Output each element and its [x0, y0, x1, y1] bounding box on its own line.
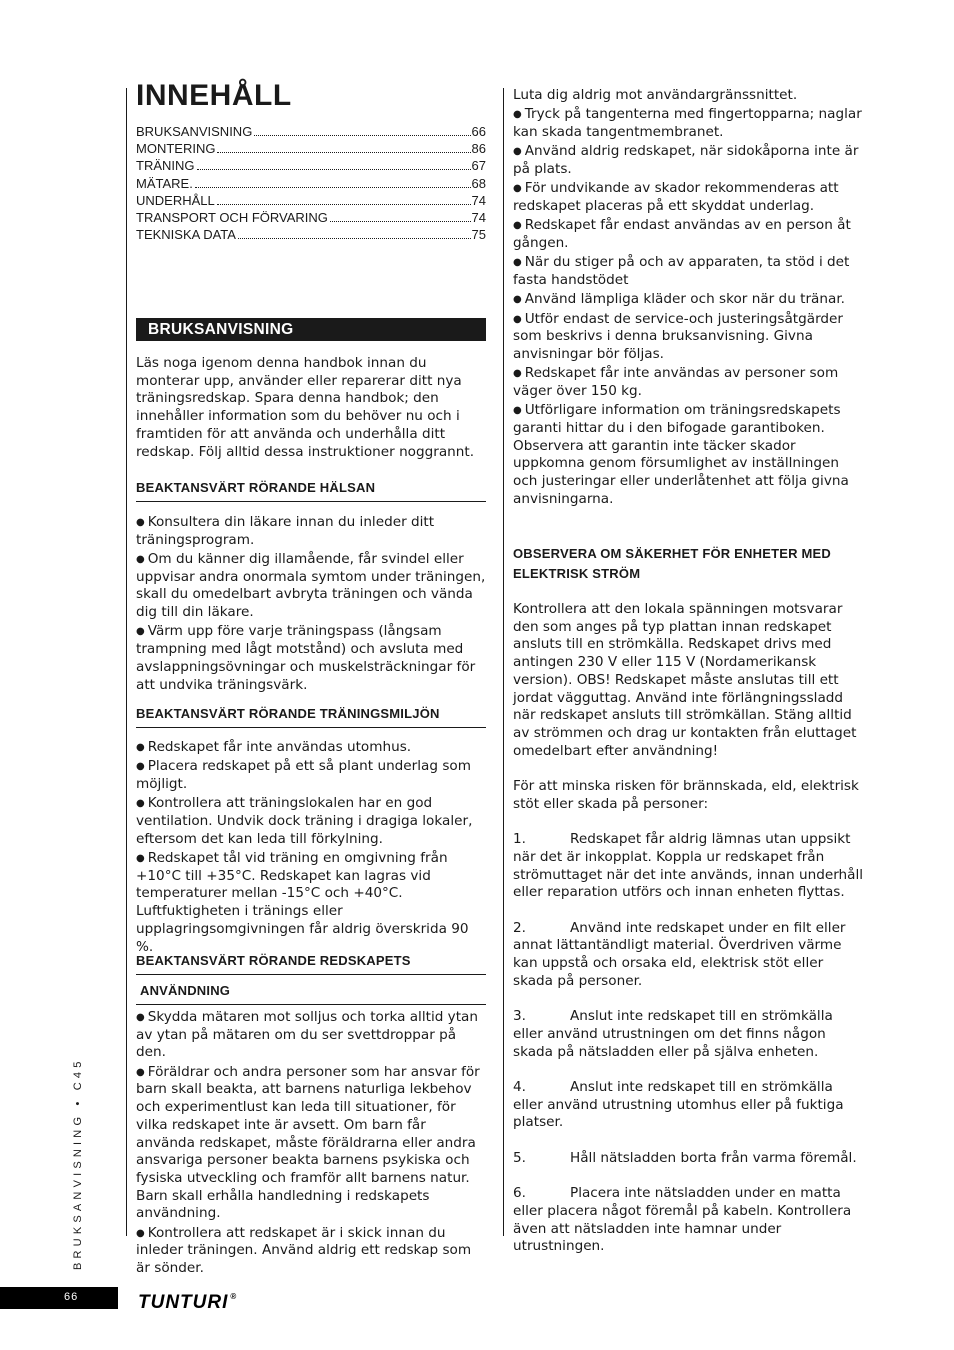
page-number: 66	[64, 1291, 79, 1303]
bullet-icon: ●	[136, 761, 145, 773]
electric-risk-intro: För att minska risken för brännskada, eld, elektrisk stöt eller skada på personer:	[513, 778, 859, 812]
list-item-text: Redskapet får endast användas av en person åt gången.	[513, 217, 851, 251]
list-item	[136, 758, 486, 793]
list-item-text: Kontrollera att redskapet är i skick innan du inleder träningen. Använd aldrig ett redskap som är sönder.	[136, 1224, 472, 1277]
item-number: 3.	[513, 1008, 526, 1025]
list-item	[513, 254, 865, 289]
intro-paragraph: Läs noga igenom denna handbok innan du monterar upp, använder eller reparerar ditt nya träningsredskap. Spara denna handbok; den innehåller information som du behöver nu och i framtiden för att använda och underhålla ditt redskap. Följ alltid dessa instruktioner noggrannt.	[136, 355, 475, 460]
list-item-text: Redskapet får inte användas utomhus.	[147, 739, 412, 755]
toc-entry[interactable]	[136, 140, 486, 157]
bullet-icon: ●	[513, 109, 522, 121]
toc-leader	[217, 203, 471, 205]
item-text: Anslut inte redskapet till en strömkälla eller använd utrustning utomhus eller på fuktiga platser.	[513, 1078, 844, 1131]
bullet-icon: ●	[136, 742, 145, 753]
toc-leader	[217, 151, 470, 153]
item-text: Placera inte nätsladden under en matta eller placera något föremål på kabeln. Kontrollera även att nätsladden inte hamnar under utrustningen.	[513, 1185, 852, 1255]
item-text: Håll nätsladden borta från varma föremål.	[570, 1149, 857, 1166]
numbered-item	[513, 831, 865, 902]
safety-list	[513, 106, 865, 508]
brand-name: TUNTURI	[138, 1292, 229, 1313]
list-item	[136, 1225, 486, 1278]
list-item-text: Använd aldrig redskapet, när sidokåporna inte är på plats.	[513, 143, 859, 177]
bullet-icon: ●	[136, 1066, 145, 1078]
list-item-text: När du stiger på och av apparaten, ta stöd i det fasta handstödet	[513, 254, 850, 288]
bullet-icon: ●	[513, 183, 522, 195]
list-item	[136, 551, 486, 622]
numbered-item	[513, 1079, 865, 1132]
side-running-label: BRUKSANVISNING • C45	[72, 1057, 84, 1270]
table-of-contents	[136, 123, 486, 243]
list-item	[136, 1009, 486, 1062]
list-item	[513, 365, 865, 400]
toc-page: 67	[471, 158, 486, 174]
bullet-icon: ●	[136, 1227, 145, 1239]
health-list	[136, 514, 486, 694]
toc-label: BRUKSANVISNING	[136, 124, 253, 139]
list-item	[513, 180, 865, 215]
list-item	[513, 106, 865, 141]
bullet-icon: ●	[136, 554, 145, 565]
section-heading-bar: BRUKSANVISNING	[136, 318, 486, 341]
toc-entry[interactable]	[136, 175, 486, 192]
bullet-icon: ●	[136, 853, 145, 864]
item-text: Anslut inte redskapet till en strömkälla eller använd utrustningen om det finns någon skada på nätsladden eller på själva enheten.	[513, 1008, 833, 1060]
toc-page: 86	[471, 141, 486, 157]
list-item	[136, 739, 486, 757]
list-item-text: Redskapet får inte användas av personer som väger över 150 kg.	[513, 365, 839, 399]
toc-label: UNDERHÅLL	[136, 192, 215, 208]
bullet-icon: ●	[513, 220, 522, 232]
item-number: 5.	[513, 1149, 526, 1166]
page-number-bar	[0, 1287, 118, 1309]
environment-heading: BEAKTANSVÄRT RÖRANDE TRÄNINGSMILJÖN	[136, 706, 486, 728]
list-item-text: Värm upp före varje träningspass (långsam trampning med lågt motstånd) och avsluta med avslappningsövningar och muskelsträckningar för att undvika träningsvärk.	[136, 623, 476, 693]
toc-label: TRÄNING	[136, 158, 195, 174]
column-divider	[503, 88, 504, 1236]
usage-list	[136, 1009, 486, 1278]
usage-heading-line2: ANVÄNDNING	[136, 983, 486, 1005]
bullet-icon: ●	[136, 798, 145, 810]
toc-page: 74	[471, 192, 486, 208]
list-item-text: Utför endast de service-och justeringsåtgärder som beskrivs i denna bruksanvisning. Givna anvisningar bör följas.	[513, 310, 843, 362]
bullet-icon: ●	[136, 626, 145, 638]
electric-section	[513, 544, 865, 1274]
brand-logo	[138, 1286, 237, 1314]
list-item-text: Skydda mätaren mot solljus och torka alltid ytan av ytan på mätaren om du ser svettdroppar på den.	[136, 1009, 478, 1061]
toc-page: 75	[471, 227, 486, 243]
numbered-item	[513, 920, 865, 991]
list-item-text: För undvikande av skador rekommenderas att redskapet placeras på ett skyddat underlag.	[513, 180, 839, 214]
bullet-icon: ●	[513, 294, 522, 306]
item-text: Använd inte redskapet under en filt eller annat lättantändligt material. Överdriven värme kan uppstå och orsaka eld, elektrisk stöt eller skada på personer.	[513, 919, 846, 989]
usage-heading-line1: BEAKTANSVÄRT RÖRANDE REDSKAPETS	[136, 953, 486, 975]
toc-leader	[195, 186, 471, 188]
list-item-text: Konsultera din läkare innan du inleder ditt träningsprogram.	[136, 514, 435, 548]
right-column	[513, 87, 865, 510]
list-item	[136, 514, 486, 549]
left-column	[136, 78, 486, 243]
electric-heading-line1: OBSERVERA OM SÄKERHET FÖR ENHETER MED	[513, 546, 831, 561]
bullet-icon: ●	[136, 1012, 145, 1023]
item-number: 2.	[513, 919, 526, 936]
list-item-text: Tryck på tangenterna med fingertopparna; naglar kan skada tangentmembranet.	[513, 106, 862, 140]
page-title: INNEHÅLL	[136, 79, 292, 112]
list-item	[513, 402, 865, 508]
toc-entry[interactable]	[136, 157, 486, 174]
environment-section	[136, 706, 486, 958]
list-item-text: Placera redskapet på ett så plant underlag som möjligt.	[136, 758, 471, 792]
list-item-text: Utförligare information om träningsredskapets garanti hittar du i den bifogade garantiboken. Observera att garantin inte täcker skador uppkomna genom försumlighet av inställningen och justeringar eller underlåtenhet att följa givna anvisningarna.	[513, 402, 849, 507]
list-item	[136, 623, 486, 694]
environment-list	[136, 739, 486, 956]
usage-section	[136, 953, 486, 1279]
health-heading: BEAKTANSVÄRT RÖRANDE HÄLSAN	[136, 480, 486, 502]
list-item	[136, 795, 486, 848]
bullet-icon: ●	[513, 368, 522, 380]
list-item	[513, 291, 865, 309]
list-item-text: Redskapet tål vid träning en omgivning från +10°C till +35°C. Redskapet kan lagras vid temperaturer mellan -15°C och +40°C. Luftfuktigheten i tränings eller upplagringsomgivningen får aldrig överskrida 90 %.	[136, 850, 469, 955]
toc-entry[interactable]	[136, 226, 486, 243]
toc-page: 74	[471, 210, 486, 226]
bullet-icon: ●	[136, 517, 145, 528]
toc-leader	[238, 237, 471, 239]
registered-mark: ®	[230, 1292, 238, 1301]
numbered-item	[513, 1185, 865, 1256]
item-number: 6.	[513, 1185, 526, 1202]
list-item-text: Kontrollera att träningslokalen har en god ventilation. Undvik dock träning i dragiga lokaler, eftersom det kan leda till förkylning.	[136, 795, 473, 847]
item-number: 4.	[513, 1078, 526, 1095]
toc-page: 66	[471, 124, 486, 139]
item-number: 1.	[513, 831, 526, 848]
bullet-icon: ●	[513, 405, 522, 417]
electric-heading-line2: ELEKTRISK STRÖM	[513, 566, 641, 581]
electric-numbered-list	[513, 831, 865, 1256]
list-item-text: Använd lämpliga kläder och skor när du tränar.	[524, 291, 845, 308]
health-section	[136, 480, 486, 696]
toc-entry[interactable]	[136, 209, 486, 226]
list-item	[513, 311, 865, 364]
list-item	[513, 217, 865, 252]
list-item	[513, 143, 865, 178]
bullet-icon: ●	[513, 313, 522, 325]
list-item	[136, 1064, 486, 1223]
numbered-item	[513, 1008, 865, 1061]
toc-leader	[330, 220, 471, 222]
toc-label: TRANSPORT OCH FÖRVARING	[136, 210, 328, 226]
toc-entry[interactable]	[136, 123, 486, 140]
toc-leader	[197, 168, 471, 170]
bullet-icon: ●	[513, 146, 522, 158]
item-text: Redskapet får aldrig lämnas utan uppsikt när det är inkopplat. Koppla ur redskapet från strömuttaget när det inte används, innan underhåll eller reparation utförs och innan enheten flyttas.	[513, 831, 864, 901]
toc-label: MÄTARE.	[136, 175, 193, 191]
toc-page: 68	[471, 175, 486, 191]
electric-paragraph: Kontrollera att den lokala spänningen motsvarar den som anges på typ plattan innan redskapet ansluts till en strömkälla. Redskapet drivs med antingen 230 V eller 115 V (Nordamerikansk version). OBS! Redskapet måste anslutas till ett jordat vägguttag. Använd inte förlängningssladd när redskapet ansluts till strömkällan. Stäng alltid av strömmen och drag ur kontakten från eluttaget omedelbart efter användning!	[513, 601, 857, 759]
list-item	[136, 850, 486, 956]
toc-entry[interactable]	[136, 192, 486, 209]
list-item-text: Föräldrar och andra personer som har ansvar för barn skall beakta, att barnens naturliga lekbehov och experimentlust kan leda till situationer, för vilka redskapet inte är avsett. Om barn får använda redskapet, måste föräldrarna eller andra ansvariga personer beakta barnens psykiska och fysiska utveckling och framför allt barnens natur. Barn skall erhålla handledning i redskapets användning.	[136, 1063, 480, 1222]
toc-label: TEKNISKA DATA	[136, 227, 236, 243]
numbered-item	[513, 1150, 865, 1168]
list-item-text: Om du känner dig illamående, får svindel eller uppvisar andra onormala symtom under träningen, skall du omedelbart avbryta träningen och vända dig till din läkare.	[136, 551, 486, 621]
toc-leader	[254, 134, 470, 136]
left-margin-rule	[126, 88, 127, 1236]
bullet-icon: ●	[513, 257, 522, 269]
toc-label: MONTERING	[136, 141, 216, 157]
right-top-line: Luta dig aldrig mot användargränssnittet.	[513, 87, 798, 103]
